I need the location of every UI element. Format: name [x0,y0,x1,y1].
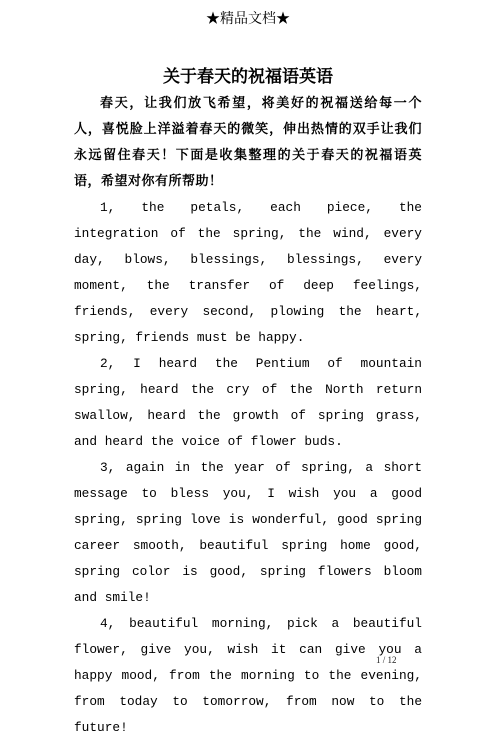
blessing-paragraph-4: 4, beautiful morning, pick a beautiful flower, give you, wish it can give you a happy mood, from the morning to the evening, from today to tomorrow, from now to the future! [74,616,422,735]
document-title: 关于春天的祝福语英语 [163,67,333,87]
document-header: ★精品文档★ [206,11,290,27]
blessing-paragraph-3: 3, again in the year of spring, a short message to bless you, I wish you a good spring, spring love is wonderful, good spring career smooth, beautiful spring home good, spring color is good, spring flowers bloom and smile! [74,460,422,605]
blessing-paragraph-2: 2, I heard the Pentium of mountain spring, heard the cry of the North return swallow, heard the growth of spring grass, and heard the voice of flower buds. [74,356,422,449]
intro-paragraph: 春天，让我们放飞希望，将美好的祝福送给每一个人，喜悦脸上洋溢着春天的微笑，伸出热情的双手让我们永远留住春天！下面是收集整理的关于春天的祝福语英语，希望对你有所帮助！ [74,96,422,189]
document-body [74,91,422,741]
page-number: 1 / 12 [376,655,397,665]
blessing-paragraph-1: 1, the petals, each piece, the integration of the spring, the wind, every day, blows, blessings, blessings, every moment, the transfer of deep feelings, friends, every second, plowing the heart, spring, friends must be happy. [74,200,422,345]
